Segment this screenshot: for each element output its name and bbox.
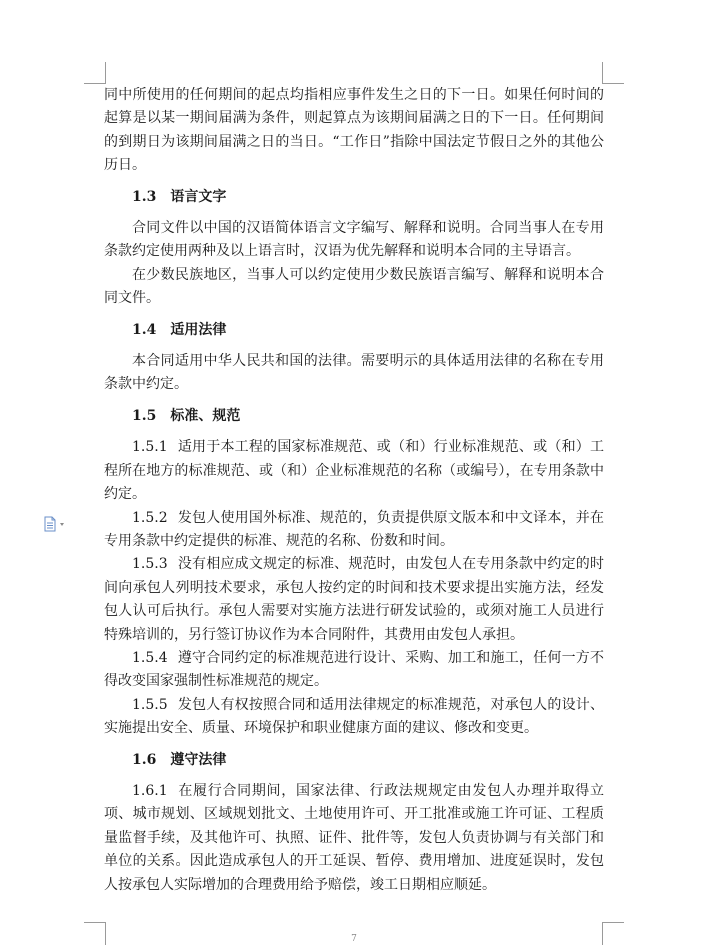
section-title: 标准、规范 [170,407,241,424]
crop-mark-top-left [105,62,106,84]
document-options-icon[interactable] [42,516,68,532]
subclause-text: 发包人使用国外标准、规范的，负责提供原文版本和中文译本，并在专用条款中约定提供的标准、规范的名称、份数和时间。 [104,509,604,549]
section-title: 语言文字 [170,188,227,205]
subclause-text: 没有相应成文规定的标准、规范时，由发包人在专用条款中约定的时间向承包人列明技术要求，承包人按约定的时间和技术要求提出实施方法，经发包人认可后执行。承包人需要对实施方法进行研发试验的，或须对施工人员进行特殊培训的，另行签订协议作为本合同附件，其费用由发包人承担。 [104,556,604,643]
crop-mark-bottom-left [84,922,106,923]
subclause-number: 1.5.4 [132,649,168,666]
subclause-text: 在履行合同期间，国家法律、行政法规规定由发包人办理并取得立项、城市规划、区域规划批文、土地使用许可、开工批准或施工许可证、工程质量监督手续，及其他许可、执照、证件、批件等，发包人负责协调与有关部门和单位的关系。因此造成承包人的开工延误、暂停、费用增加、进度延误时，发包人按承包人实际增加的合理费用给予赔偿，竣工日期相应顺延。 [104,782,604,893]
section-title: 适用法律 [170,321,227,338]
section-title: 遵守法律 [170,751,227,768]
subclause-1-5-5 [104,694,604,741]
section-heading-1-3 [104,186,604,209]
section-number: 1.3 [132,188,157,205]
document-body [104,84,604,897]
subclause-number: 1.5.2 [132,509,168,526]
section-number: 1.5 [132,407,157,424]
section-number: 1.6 [132,751,157,768]
crop-mark-top-right [602,83,624,84]
subclause-number: 1.5.1 [132,439,168,456]
subclause-number: 1.5.5 [132,696,168,713]
subclause-1-5-4 [104,647,604,694]
paragraph: 在少数民族地区，当事人可以约定使用少数民族语言编写、解释和说明本合同文件。 [104,266,604,307]
subclause-text: 遵守合同约定的标准规范进行设计、采购、加工和施工，任何一方不得改变国家强制性标准规范的规定。 [104,649,604,690]
subclause-number: 1.6.1 [132,782,168,799]
crop-mark-top-left [84,83,106,84]
subclause-text: 发包人有权按照合同和适用法律规定的标准规范，对承包人的设计、实施提出安全、质量、环境保护和职业健康方面的建议、修改和变更。 [104,696,604,737]
subclause-text: 适用于本工程的国家标准规范、或（和）行业标准规范、或（和）工程所在地方的标准规范、或（和）企业标准规范的名称（或编号），在专用条款中约定。 [104,439,604,503]
subclause-1-6-1 [104,780,604,897]
crop-mark-bottom-right [602,922,624,923]
paragraph: 本合同适用中华人民共和国的法律。需要明示的具体适用法律的名称在专用条款中约定。 [104,353,604,393]
section-heading-1-4 [104,319,604,342]
subclause-number: 1.5.3 [132,556,168,573]
intro-paragraph: 同中所使用的任何期间的起点均指相应事件发生之日的下一日。如果任何时间的起算是以某一期间届满为条件，则起算点为该期间届满之日的下一日。任何期间的到期日为该期间届满之日的当日。“工作日”指除中国法定节假日之外的其他公历日。 [104,87,604,174]
subclause-1-5-1 [104,436,604,506]
section-heading-1-6 [104,749,604,772]
page-number: 7 [351,934,357,944]
subclause-1-5-2 [104,507,604,554]
crop-mark-top-right [602,62,603,84]
subclause-1-5-3 [104,553,604,647]
paragraph: 合同文件以中国的汉语简体语言文字编写、解释和说明。合同当事人在专用条款约定使用两种及以上语言时，汉语为优先解释和说明本合同的主导语言。 [104,220,604,260]
section-number: 1.4 [132,321,157,338]
section-heading-1-5 [104,405,604,428]
